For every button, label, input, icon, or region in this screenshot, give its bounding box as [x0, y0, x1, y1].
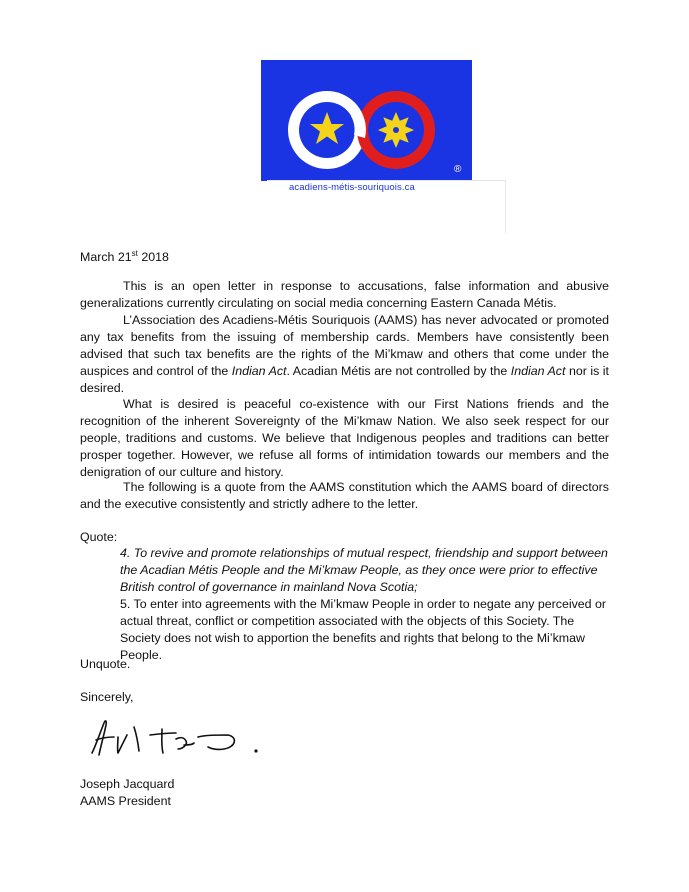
p2-italic-indian-act-2: Indian Act	[510, 363, 566, 378]
logo-website-url: acadiens-métis-souriquois.ca	[289, 182, 415, 193]
registered-mark: ®	[454, 164, 462, 175]
p2-text-e: nor is it desired.	[80, 363, 609, 395]
logo-graphic	[261, 60, 472, 181]
date-ordinal-suffix: st	[131, 249, 138, 258]
date-year: 2018	[137, 250, 169, 264]
unquote-label: Unquote.	[80, 657, 131, 671]
logo-divider-vertical	[505, 180, 506, 233]
quote-label: Quote:	[80, 530, 118, 544]
organization-logo	[261, 60, 472, 181]
p2-text-a: L’Association des Acadiens-Métis Souriquois (AAMS) has never advocated or promoted any tax benefits from the issuing of membership cards. Members have consistently been advised that such tax benefits are the rights of the Mi’kmaw and others that come under the auspices and control of the	[80, 313, 609, 378]
handwritten-signature	[90, 715, 270, 765]
date-day: March 21	[80, 250, 132, 264]
closing-salutation: Sincerely,	[80, 690, 134, 704]
paragraph-intro: This is an open letter in response to accusations, false information and abusive generalizations currently circulating on social media concerning Eastern Canada Métis.	[80, 279, 609, 310]
paragraph-coexistence: What is desired is peaceful co-existence with our First Nations friends and the recognition of the inherent Sovereignty of the Mi’kmaw Nation. We also seek respect for our people, traditions and customs. We believe that Indigenous peoples and traditions can better prosper together. However, we refuse all forms of intimidation towards our members and the denigration of our culture and history.	[80, 397, 609, 479]
p2-italic-indian-act: Indian Act	[231, 363, 287, 378]
signer-title: AAMS President	[80, 794, 171, 808]
quote-item-4-text: 4. To revive and promote relationships of mutual respect, friendship and support between the Acadian Métis People and the Mi’kmaw People, as they once were prior to effective British control of governance in mainland Nova Scotia;	[120, 546, 608, 594]
p2-text-c: . Acadian Métis are not controlled by the	[286, 363, 511, 378]
signer-name: Joseph Jacquard	[80, 777, 175, 791]
quote-item-5: 5. To enter into agreements with the Mi’kmaw People in order to negate any perceived or actual threat, conflict or competition associated with the objects of this Society. The Society does not wish to apportion the benefits and rights that belong to the Mi’kmaw People.	[120, 597, 607, 662]
paragraph-constitution-intro: The following is a quote from the AAMS constitution which the AAMS board of directors and the executive consistently and strictly adhere to the letter.	[80, 480, 609, 511]
paragraph-tax-benefits	[80, 312, 609, 397]
letter-date	[80, 250, 169, 264]
quote-item-4	[120, 545, 610, 596]
logo-divider	[267, 180, 505, 181]
